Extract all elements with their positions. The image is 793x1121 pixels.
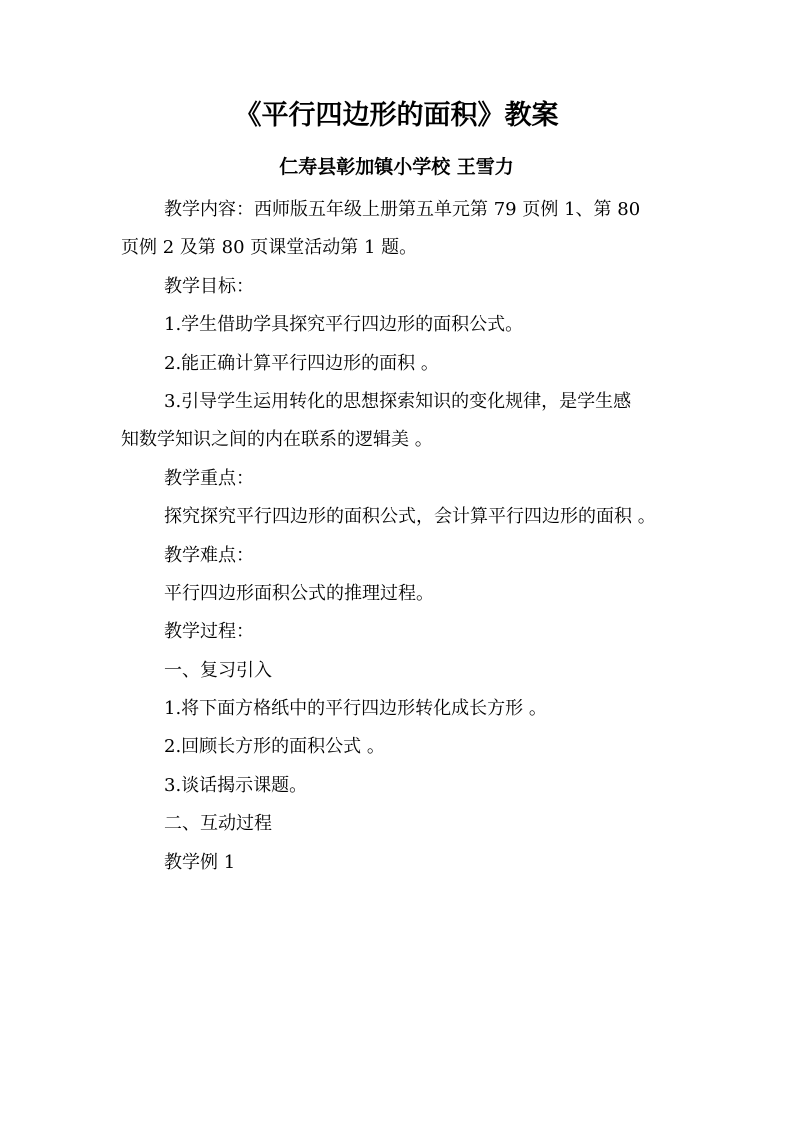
document-line: 知数学知识之间的内在联系的逻辑美 。 (121, 429, 433, 451)
document-title: 《平行四边形的面积》教案 (234, 100, 559, 131)
document-line: 页例 2 及第 80 页课堂活动第 1 题。 (121, 237, 418, 259)
document-line: 1.学生借助学具探究平行四边形的面积公式。 (164, 314, 524, 336)
document-line: 2.能正确计算平行四边形的面积 。 (164, 352, 439, 374)
document-line: 教学过程： (164, 621, 254, 643)
document-line: 3.谈话揭示课题。 (164, 774, 308, 796)
document-line: 教学目标： (164, 275, 254, 297)
document-line: 2.回顾长方形的面积公式 。 (164, 736, 385, 758)
document-line: 1.将下面方格纸中的平行四边形转化成长方形 。 (164, 698, 547, 720)
document-line: 平行四边形面积公式的推理过程。 (164, 582, 434, 604)
document-line: 探究探究平行四边形的面积公式，会计算平行四边形的面积 。 (164, 506, 656, 528)
document-line: 一、复习引入 (164, 659, 272, 681)
document-line: 二、互动过程 (164, 813, 272, 835)
document-line: 教学难点： (164, 544, 254, 566)
document-body (121, 191, 721, 882)
document-line: 3.引导学生运用转化的思想探索知识的变化规律，是学生感 (164, 390, 632, 412)
document-line: 教学例 1 (164, 851, 236, 873)
document-line: 教学重点： (164, 467, 254, 489)
document-line: 教学内容：西师版五年级上册第五单元第 79 页例 1、第 80 (164, 199, 641, 220)
document-author: 仁寿县彰加镇小学校 王雪力 (279, 156, 514, 178)
